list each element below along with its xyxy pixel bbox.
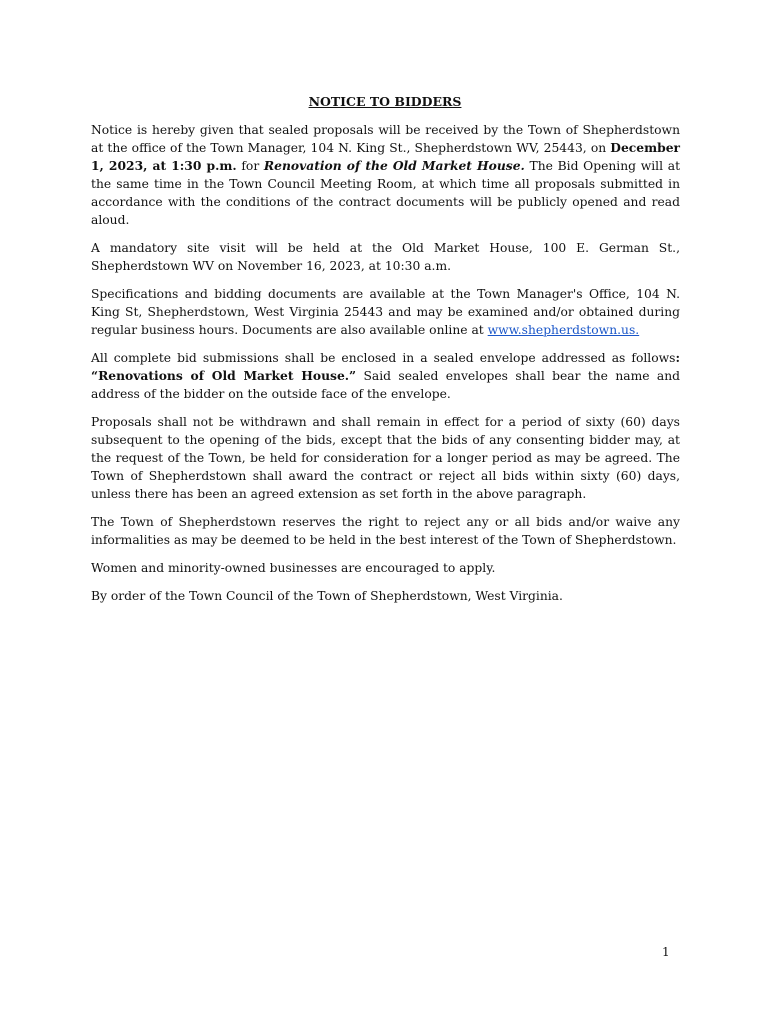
paragraph-order: By order of the Town Council of the Town of Shepherdstown, West Virginia. (91, 589, 563, 603)
project-name: Renovation of the Old Market House. (263, 158, 525, 173)
paragraph-withdrawal: Proposals shall not be withdrawn and shall remain in effect for a period of sixty (60) days subsequent to the opening of the bids, except that the bids of any consenting bidder may, at the request of the Town, be held for consideration for a longer period as may be agreed. The Town of Shepherdstown shall award the contract or reject all bids within sixty (60) days, unless there has been an agreed extension as set forth in the above paragraph. (91, 415, 680, 501)
paragraph-submissions (91, 349, 680, 403)
text-span: Said sealed envelopes shall bear the name and address of the bidder on the outside face of the envelope. (91, 369, 680, 401)
paragraph-proposals-notice (91, 121, 680, 229)
bid-time: at 1:30 p.m. (152, 158, 237, 173)
paragraph-site-visit: A mandatory site visit will be held at the Old Market House, 100 E. German St., Shepherdstown WV on November 16, 2023, at 10:30 a.m. (91, 241, 680, 273)
document-body (91, 121, 680, 615)
paragraph-specifications (91, 285, 680, 339)
text-span: , (143, 158, 153, 173)
bid-date: December 1, 2023 (91, 140, 680, 173)
website-link[interactable]: www.shepherdstown.us. (487, 323, 640, 337)
text-span: for (236, 159, 264, 173)
page-number: 1 (662, 945, 670, 959)
page-title: NOTICE TO BIDDERS (308, 94, 462, 109)
paragraph-encouragement: Women and minority-owned businesses are encouraged to apply. (91, 561, 496, 575)
text-span: Notice is hereby given that sealed proposals will be received by the Town of Shepherdstown at the office of the Town Manager, 104 N. King St., Shepherdstown WV, 25443, on (91, 123, 680, 155)
text-span: Specifications and bidding documents are available at the Town Manager's Office, 104 N. King St, Shepherdstown, West Virginia 25443 and may be examined and/or obtained during regular business hours. Documents are also available online at (91, 287, 680, 337)
text-span: All complete bid submissions shall be enclosed in a sealed envelope addressed as follows (91, 351, 676, 365)
text-span: The Bid Opening will at the same time in the Town Council Meeting Room, at which time all proposals submitted in accordance with the conditions of the contract documents will be publicly opened and read aloud. (91, 159, 681, 227)
envelope-address: : “Renovations of Old Market House.” (91, 350, 680, 383)
paragraph-rights-reserved: The Town of Shepherdstown reserves the right to reject any or all bids and/or waive any informalities as may be deemed to be held in the best interest of the Town of Shepherdstown. (91, 515, 680, 547)
